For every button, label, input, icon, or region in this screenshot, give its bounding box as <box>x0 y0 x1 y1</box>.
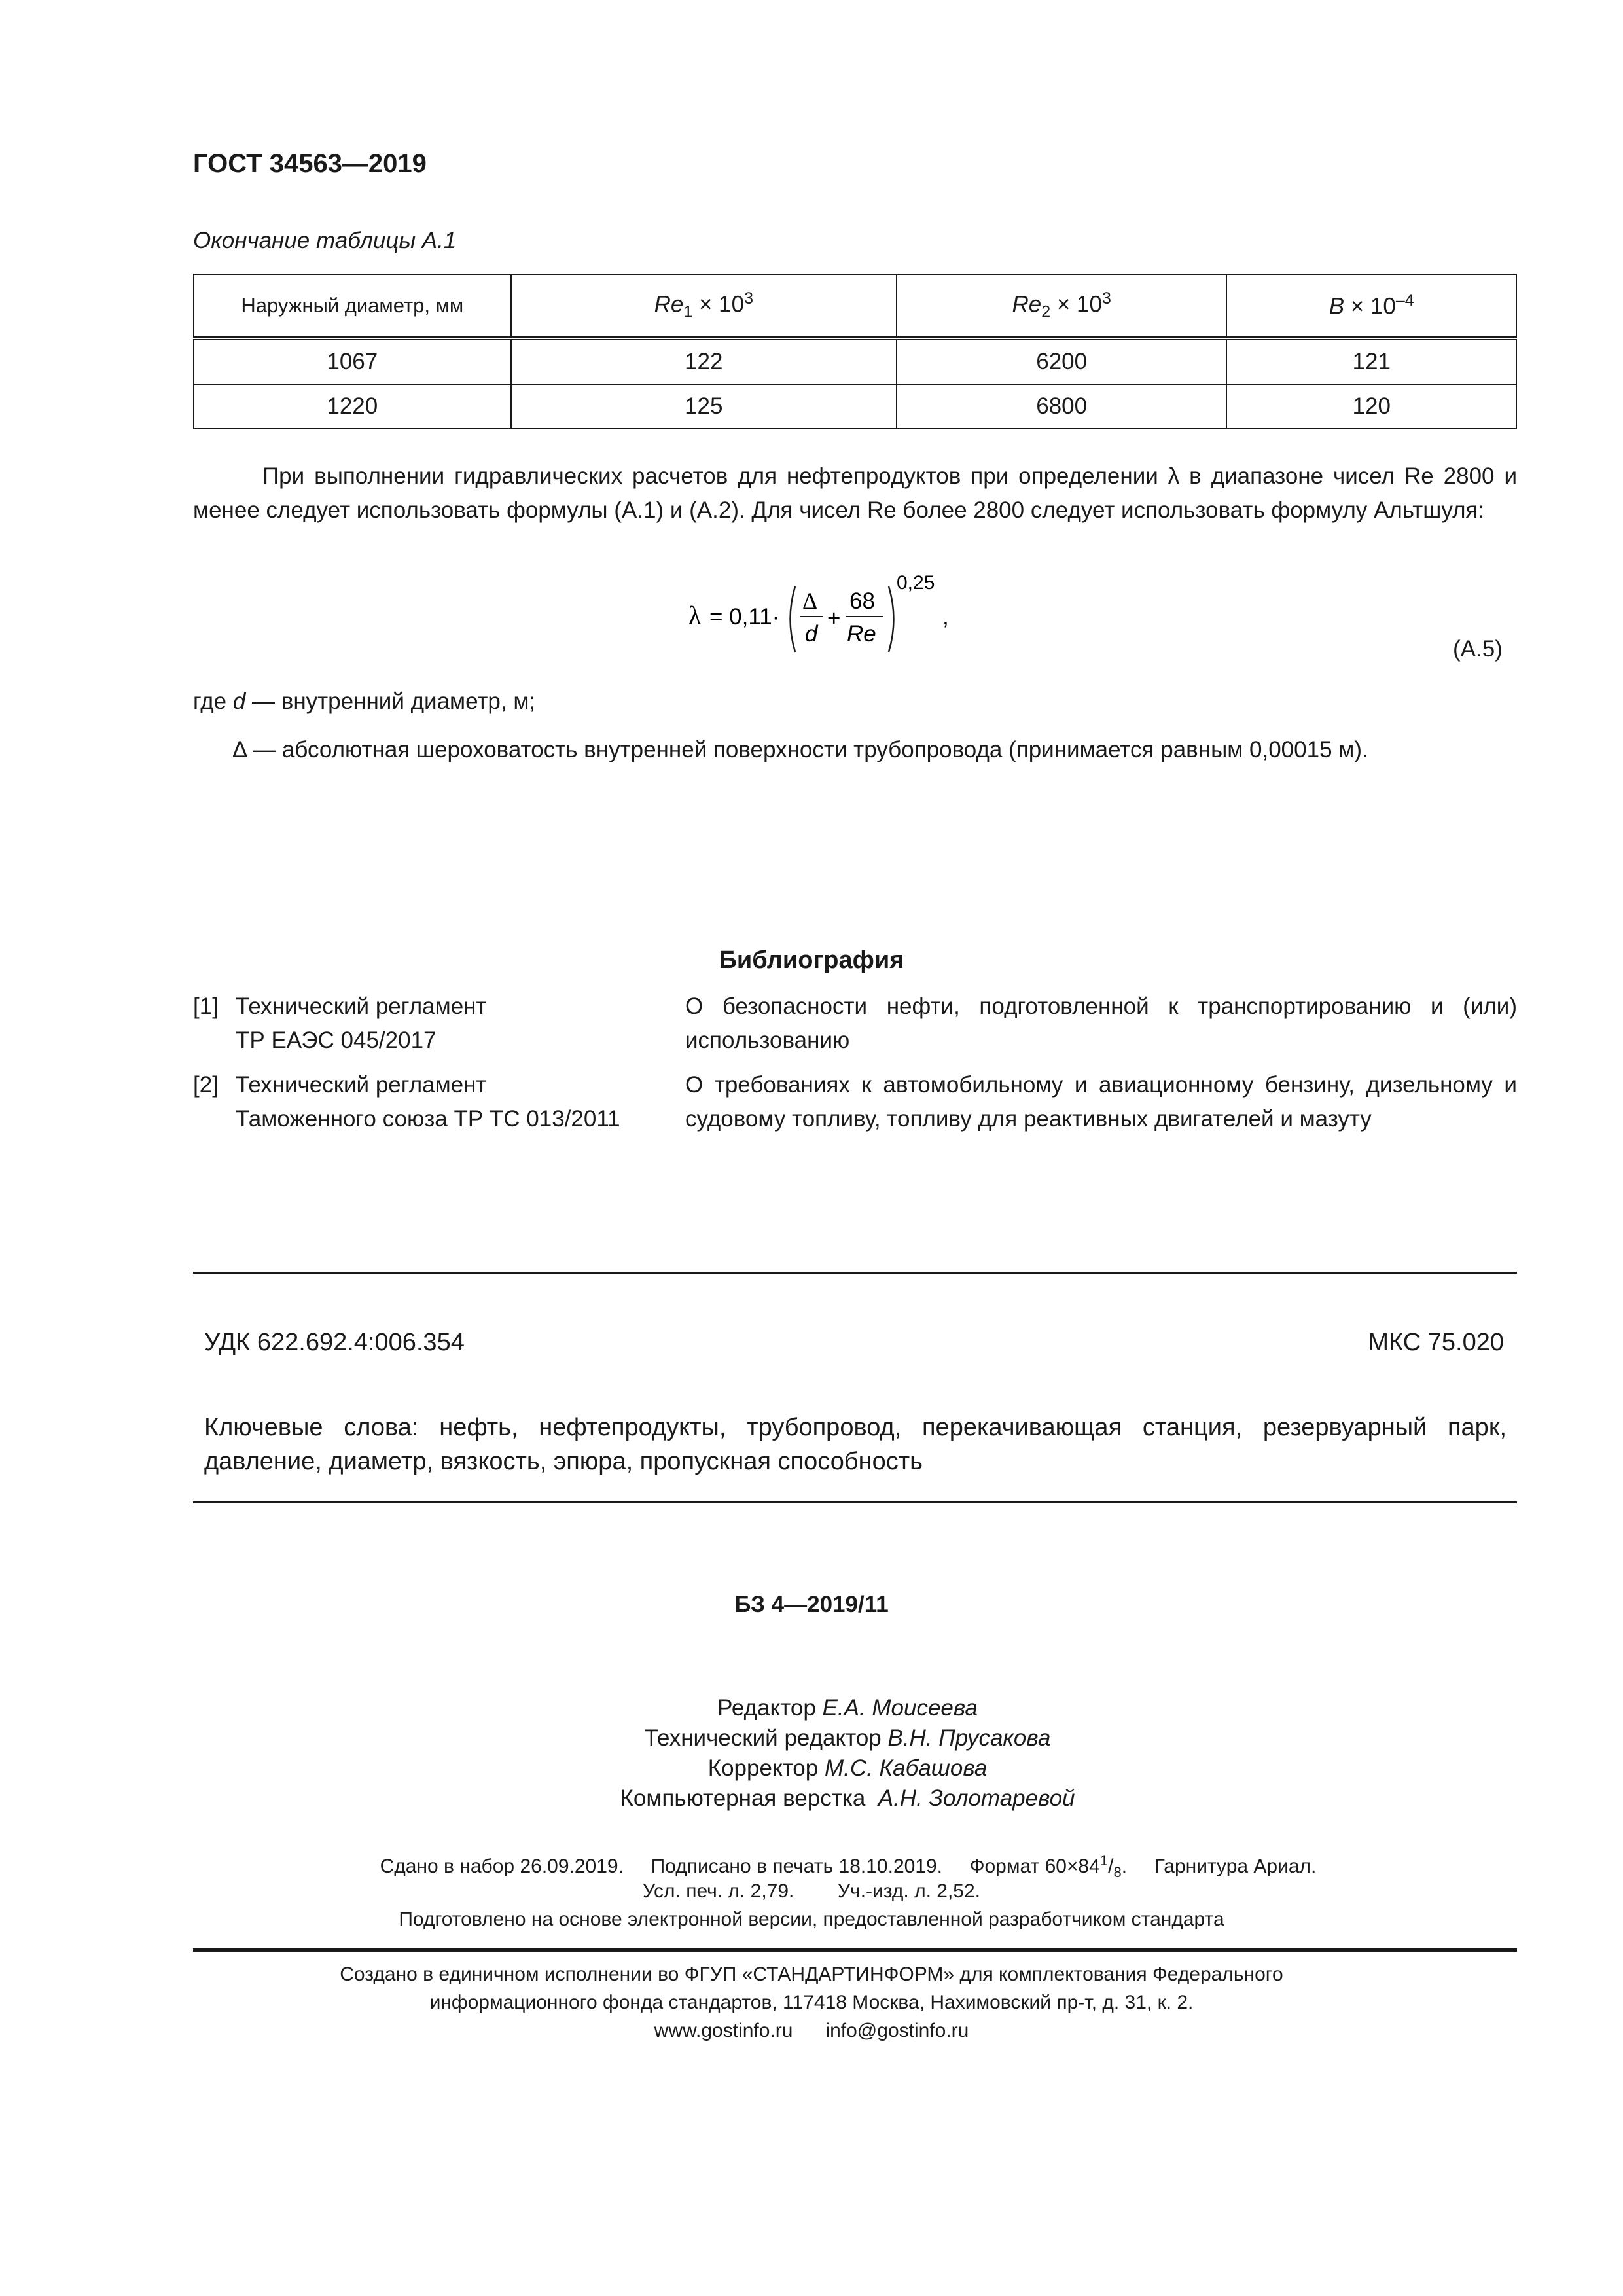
formula-re: Re <box>847 621 876 647</box>
table-cell: 1067 <box>194 338 511 384</box>
formula-d: d <box>805 621 818 647</box>
formula-coefficient: = 0,11· <box>709 604 780 630</box>
formula-left-paren <box>791 586 796 652</box>
table-caption: Окончание таблицы А.1 <box>193 228 457 253</box>
formula-plus: + <box>827 605 841 631</box>
table-cell: 6800 <box>897 384 1226 429</box>
column-header-diameter: Наружный диаметр, мм <box>194 274 511 338</box>
mks-code: МКС 75.020 <box>1368 1329 1504 1356</box>
formula-lambda: λ <box>688 601 702 630</box>
column-header-re2: $Re_2 \times 10^3$ <box>897 274 1226 338</box>
table-row <box>194 338 1516 384</box>
table-cell: 6200 <box>897 338 1226 384</box>
keywords: Ключевые слова: нефть, нефтепродукты, трубопровод, перекачивающая станция, резервуарный парк, давление, диаметр, вязкость, эпюра, пропускная способность <box>204 1414 1507 1475</box>
table-header-row <box>194 274 1516 338</box>
print-info-line-3: Подготовлено на основе электронной версии, предоставленной разработчиком стандарта <box>399 1909 1224 1930</box>
credit-corrector: Корректор М.С. Кабашова <box>707 1755 988 1781</box>
table-cell: 122 <box>511 338 897 384</box>
table-row <box>194 384 1516 429</box>
formula-comma: , <box>942 604 949 630</box>
print-info-line-2: Усл. печ. л. 2,79. Уч.-изд. л. 2,52. <box>643 1880 980 1902</box>
publisher-line-2: информационного фонда стандартов, 117418 Москва, Нахимовский пр-т, д. 31, к. 2. <box>429 1992 1194 2013</box>
bibliography-title: Библиография <box>719 946 904 974</box>
column-header-re1: $Re_1 \times 10^3$ <box>511 274 897 338</box>
bibliography-item: [2] Технический регламент Таможенного союза ТР ТС 013/2011 О требованиях к автомобильному и авиационному бензину, дизельному и судовому топливу, топливу для реактивных двигателей и мазуту <box>193 1072 1517 1132</box>
table-cell: 121 <box>1226 338 1516 384</box>
altshul-formula <box>681 568 969 666</box>
where-d-line: где d — внутренний диаметр, м; <box>193 689 536 714</box>
document-header: ГОСТ 34563—2019 <box>193 149 427 178</box>
udk-code: УДК 622.692.4:006.354 <box>204 1329 465 1356</box>
print-info-line-1: Сдано в набор 26.09.2019. Подписано в печать 18.10.2019. Формат $60\times 84^1/_8$. Гарнитура Ариал. <box>380 1852 1317 1880</box>
data-table <box>193 274 1517 429</box>
formula-delta: Δ <box>802 588 818 614</box>
credit-editor: Редактор Е.А. Моисеева <box>717 1695 978 1721</box>
publisher-line-1: Создано в единичном исполнении во ФГУП «СТАНДАРТИНФОРМ» для комплектования Федерального <box>340 1964 1283 1985</box>
credit-layout: Компьютерная верстка А.Н. Золотаревой <box>620 1785 1075 1811</box>
table-cell: 120 <box>1226 384 1516 429</box>
formula-exponent: 0,25 <box>897 572 935 594</box>
table-cell: 125 <box>511 384 897 429</box>
where-delta-line: Δ — абсолютная шероховатость внутренней поверхности трубопровода (принимается равным 0,00015 м). <box>232 737 1368 762</box>
table-cell: 1220 <box>194 384 511 429</box>
divider <box>193 1272 1517 1274</box>
divider <box>193 1501 1517 1503</box>
credit-tech-editor: Технический редактор В.Н. Прусакова <box>644 1725 1051 1751</box>
formula-68: 68 <box>849 588 875 614</box>
formula-right-paren <box>889 586 894 652</box>
column-header-b: $B \times 10^{-4}$ <box>1226 274 1516 338</box>
email-link[interactable]: info@gostinfo.ru <box>825 2020 969 2041</box>
bibliography-item: [1] Технический регламент ТР ЕАЭС 045/2017 О безопасности нефти, подготовленной к транспортированию и (или) использованию <box>193 994 1517 1053</box>
website-link[interactable]: www.gostinfo.ru <box>654 2020 793 2041</box>
body-paragraph: При выполнении гидравлических расчетов для нефтепродуктов при определении λ в диапазоне чисел Re 2800 и менее следует использовать формулы (А.1) и (А.2). Для чисел Re более 2800 следует использовать формулу Альтшуля: <box>193 463 1517 523</box>
publisher-contacts <box>0 2020 1623 2042</box>
bz-number: БЗ 4—2019/11 <box>734 1592 889 1617</box>
formula-number: (А.5) <box>1453 636 1503 662</box>
divider <box>193 1948 1517 1952</box>
